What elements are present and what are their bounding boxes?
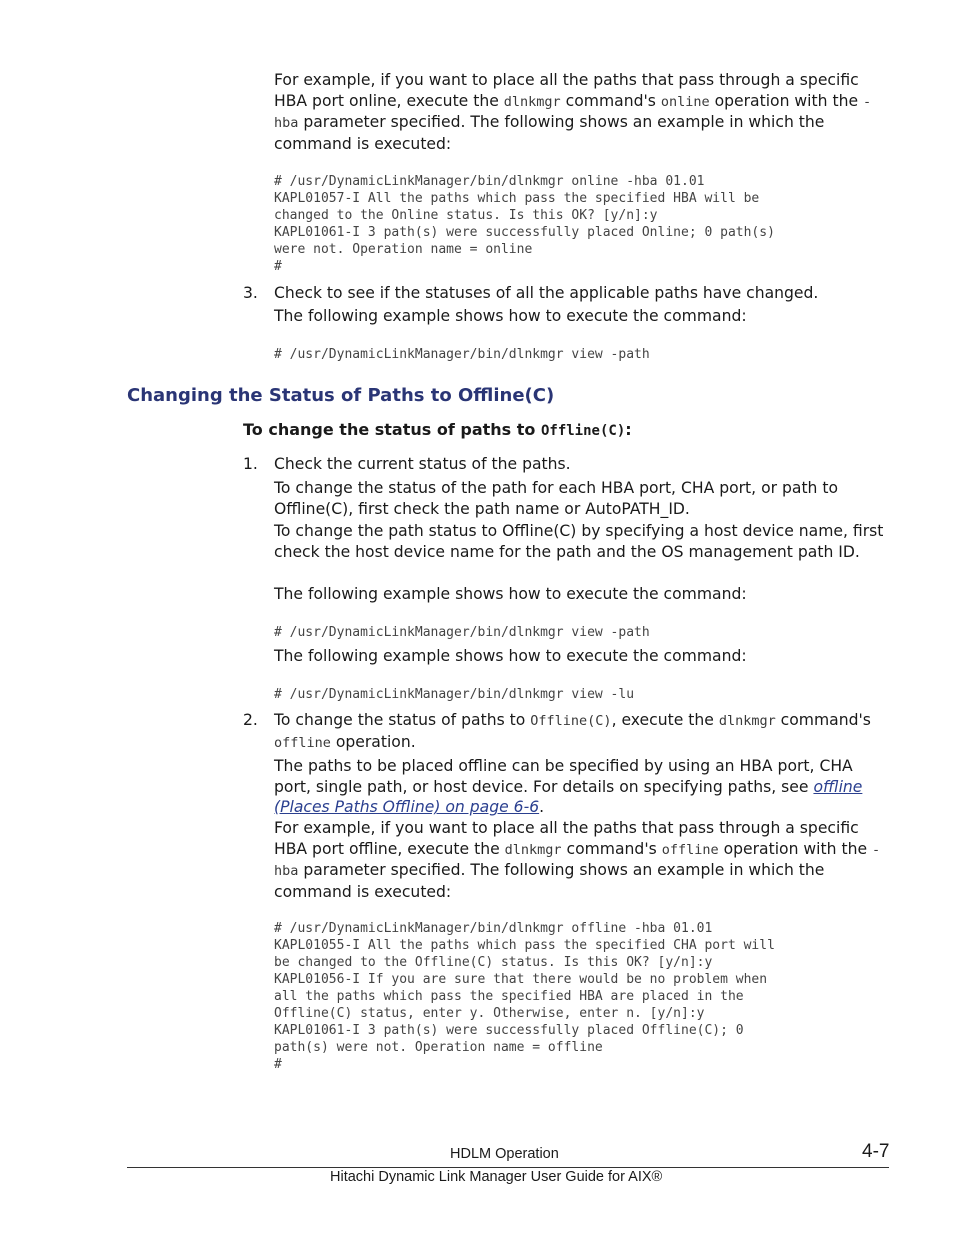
intro-online-paragraph: For example, if you want to place all the paths that pass through a specific HBA port online, execute the dlnkmgr command's online operation with the -hba parameter specified. The following shows an example in which the command is executed: [274,71,872,153]
step-number: 1. [243,455,258,473]
step1-para4: The following example shows how to execute the command: [274,647,747,665]
footer-doc-title: Hitachi Dynamic Link Manager User Guide for AIX® [330,1169,663,1185]
procedure-heading: To change the status of paths to Offline(C): [243,420,632,439]
page-number: 4-7 [862,1141,890,1162]
inline-code: dlnkmgr [503,93,561,110]
step1-text: Check the current status of the paths. [274,455,571,473]
step3-text: Check to see if the statuses of all the applicable paths have changed. [274,284,819,302]
inline-code: dlnkmgr [504,841,562,858]
step2-text: To change the status of paths to Offline(C), execute the dlnkmgr command's offline operation. [274,711,871,751]
step2-para1: The paths to be placed offline can be specified by using an HBA port, CHA port, single path, or host device. For details on specifying paths, see offline (Places Paths Offline) on page 6-6. [274,757,863,816]
step1-para1: To change the status of the path for each HBA port, CHA port, or path to Offline(C), first check the path name or AutoPATH_ID. [274,479,839,518]
step-number: 3. [243,284,258,302]
inline-code: -hba [274,841,881,879]
code-block-offline: # /usr/DynamicLinkManager/bin/dlnkmgr offline -hba 01.01 KAPL01055-I All the paths which pass the specified CHA port will be changed to the Offline(C) status. Is this OK? [y/n]:y KAPL01056-I If you are sure that there would be no problem when all the paths which pass the specified HBA are placed in the Offline(C) status, enter y. Otherwise, enter n. [y/n]:y KAPL01061-I 3 path(s) were successfully placed Offline(C); 0 path(s) were not. Operation name = offline # [274,921,775,1072]
step1-para2: To change the path status to Offline(C) by specifying a host device name, first check the host device name for the path and the OS management path ID. [274,522,884,561]
inline-code: -hba [274,93,872,131]
section-heading: Changing the Status of Paths to Offline(C) [127,385,555,406]
cross-reference-link[interactable]: offline (Places Paths Offline) on page 6-6 [274,777,863,816]
code-block-view-lu: # /usr/DynamicLinkManager/bin/dlnkmgr view -lu [274,687,635,702]
inline-code: offline [274,734,331,751]
code-block-online: # /usr/DynamicLinkManager/bin/dlnkmgr online -hba 01.01 KAPL01057-I All the paths which pass the specified HBA will be changed to the Online status. Is this OK? [y/n]:y KAPL01061-I 3 path(s) were successfully placed Online; 0 path(s) were not. Operation name = online # [274,174,775,274]
inline-code: dlnkmgr [718,713,776,729]
step2-para2: For example, if you want to place all the paths that pass through a specific HBA port offline, execute the dlnkmgr command's offline operation with the -hba parameter specified. The following shows an example in which the command is executed: [274,819,881,901]
step3-subtext: The following example shows how to execute the command: [274,307,747,325]
footer-divider [127,1167,889,1168]
code-block-view-path: # /usr/DynamicLinkManager/bin/dlnkmgr view -path [274,347,650,362]
code-block-view-path-2: # /usr/DynamicLinkManager/bin/dlnkmgr view -path [274,625,650,640]
step-number: 2. [243,711,258,729]
inline-code: offline [661,841,719,858]
step1-para3: The following example shows how to execute the command: [274,585,747,603]
inline-code: online [660,93,710,110]
inline-code: Offline(C) [530,713,612,729]
footer-section-name: HDLM Operation [450,1146,559,1162]
